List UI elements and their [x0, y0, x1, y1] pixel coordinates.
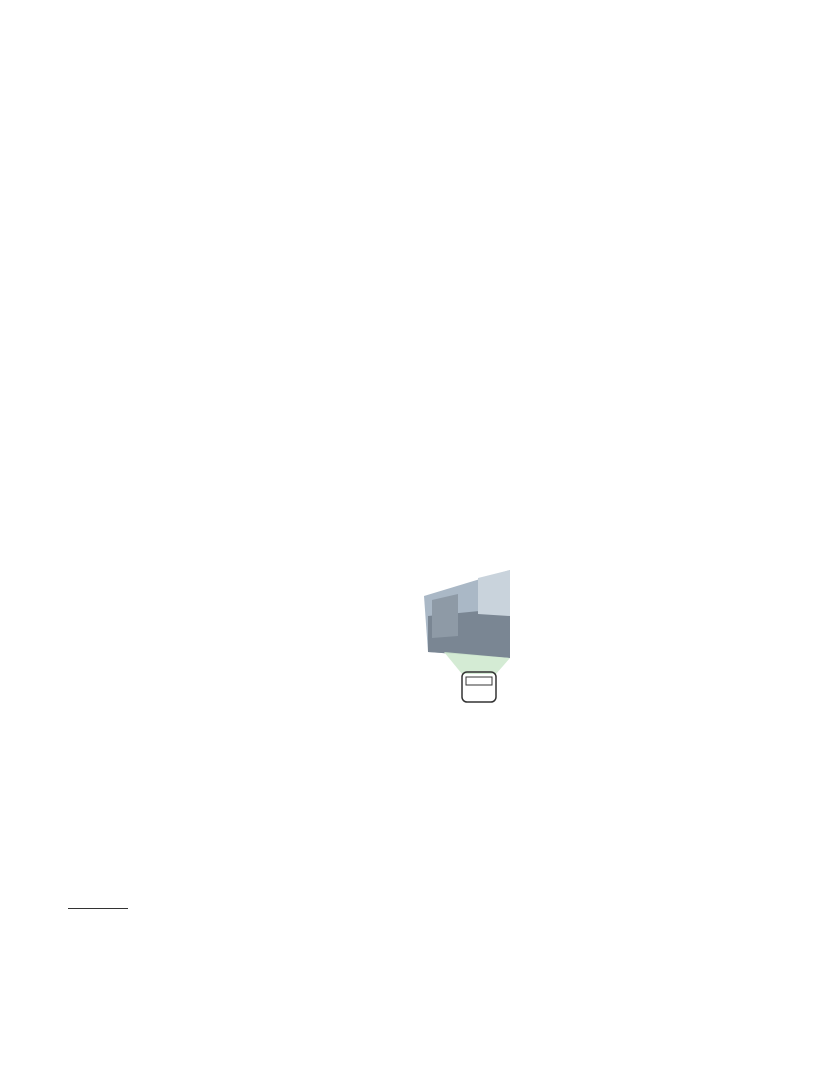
- scene-illustration: [424, 570, 510, 702]
- footnote-rule: [68, 908, 128, 909]
- figure-2: [418, 556, 740, 722]
- figure-1-charts: [410, 286, 740, 444]
- arxiv-watermark: [14, 300, 54, 770]
- right-column-text: [418, 771, 740, 773]
